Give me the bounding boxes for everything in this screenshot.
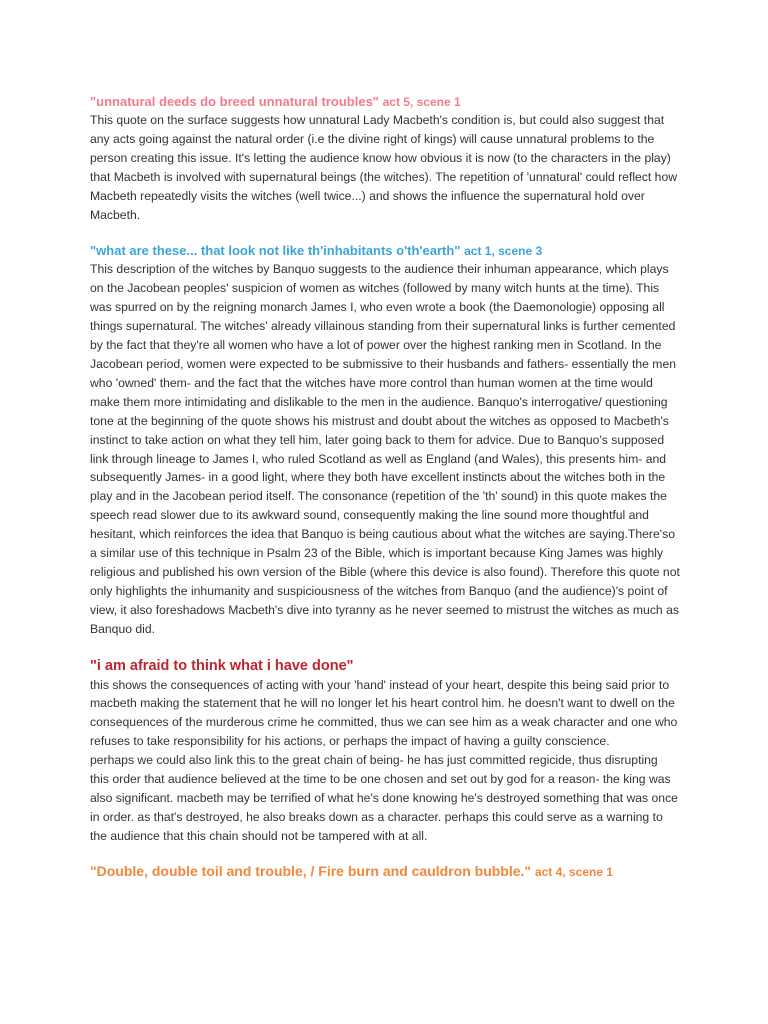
scene-reference: act 5, scene 1 bbox=[382, 95, 461, 109]
quote-text: "what are these... that look not like th'inhabitants o'th'earth" bbox=[90, 243, 461, 259]
analysis-paragraph: perhaps we could also link this to the great chain of being- he has just committed regicide, thus disrupting this order that audience believed at the time to be one chosen and set out by god for a reason- the king was also significant. macbeth may be terrified of what he's done knowing he's destroyed something that was once in order. as that's destroyed, he also breaks down as a character. perhaps this could serve as a warning to the audience that this chain should not be tampered with at all. bbox=[90, 753, 678, 843]
analysis-paragraph: This description of the witches by Banquo suggests to the audience their inhuman appearance, which plays on the Jacobean peoples' suspicion of women as witches (followed by many witch hunts at the time). This was spurred on by the reigning monarch James I, who even wrote a book (the Daemonologie) opposing all things supernatural. The witches' already villainous standing from their supernatural links is further cemented by the fact that they're all women who have a lot of power over the highest ranking men in Scotland. In the Jacobean period, women were expected to be submissive to their husbands and fathers- essentially the men who 'owned' them- and the fact that the witches have more control than human women at the time would make them more intimidating and dislikable to the men in the audience. Banquo's interrogative/ questioning tone at the beginning of the quote shows his mistrust and doubt about the witches as opposed to Macbeth's instinct to take action on what they tell him, later going back to them for advice. Due to Banquo's supposed link through lineage to James I, who ruled Scotland as well as England (and Wales), this presents him- and subsequently James- in a good light, where they both have excellent instincts about the witches both in the play and in the Jacobean period itself. The consonance (repetition of the 'th' sound) in this quote makes the speech read slower due to its awkward sound, consequently making the line sound more thoughtful and hesitant, which reinforces the idea that Banquo is being cautious about what the witches are saying.There'so a similar use of this technique in Psalm 23 of the Bible, which is important because King James was highly religious and published his own version of the Bible (where this device is also found). Therefore this quote not only highlights the inhumanity and suspiciousness of the witches from Banquo (and the audience)'s point of view, it also foreshadows Macbeth's dive into tyranny as he never seemed to mistrust the witches as much as Banquo did. bbox=[90, 262, 680, 636]
analysis-paragraph: This quote on the surface suggests how unnatural Lady Macbeth's condition is, but could also suggest that any acts going against the natural order (i.e the divine right of kings) will cause unnatural problems to the person creating this issue. It's letting the audience know how obvious it is now (to the characters in the play) that Macbeth is involved with supernatural beings (the witches). The repetition of 'unnatural' could reflect how Macbeth repeatedly visits the witches (well twice...) and shows the influence the supernatural hold over Macbeth. bbox=[90, 113, 678, 222]
document-page bbox=[90, 93, 680, 882]
scene-reference: act 4, scene 1 bbox=[534, 864, 614, 879]
quote-text: "unnatural deeds do breed unnatural troubles" bbox=[90, 94, 379, 109]
quote-heading-unnatural-deeds bbox=[90, 93, 680, 111]
analysis-paragraph: this shows the consequences of acting with your 'hand' instead of your heart, despite this being said prior to macbeth making the statement that he will no longer let his heart control him. he doesn't want to dwell on the consequences of the murderous crime he committed, thus we can see him as a weak character and one who refuses to take responsibility for his actions, or perhaps the impact of having a guilty conscience. bbox=[90, 677, 678, 749]
quote-text: "Double, double toil and trouble, / Fire burn and cauldron bubble." bbox=[90, 862, 532, 879]
scene-reference: act 1, scene 3 bbox=[464, 244, 543, 259]
quote-heading-double-double bbox=[90, 862, 680, 882]
quote-heading-what-are-these bbox=[90, 242, 680, 260]
quote-heading-afraid-to-think bbox=[90, 657, 680, 676]
quote-text: "i am afraid to think what i have done" bbox=[90, 657, 354, 674]
